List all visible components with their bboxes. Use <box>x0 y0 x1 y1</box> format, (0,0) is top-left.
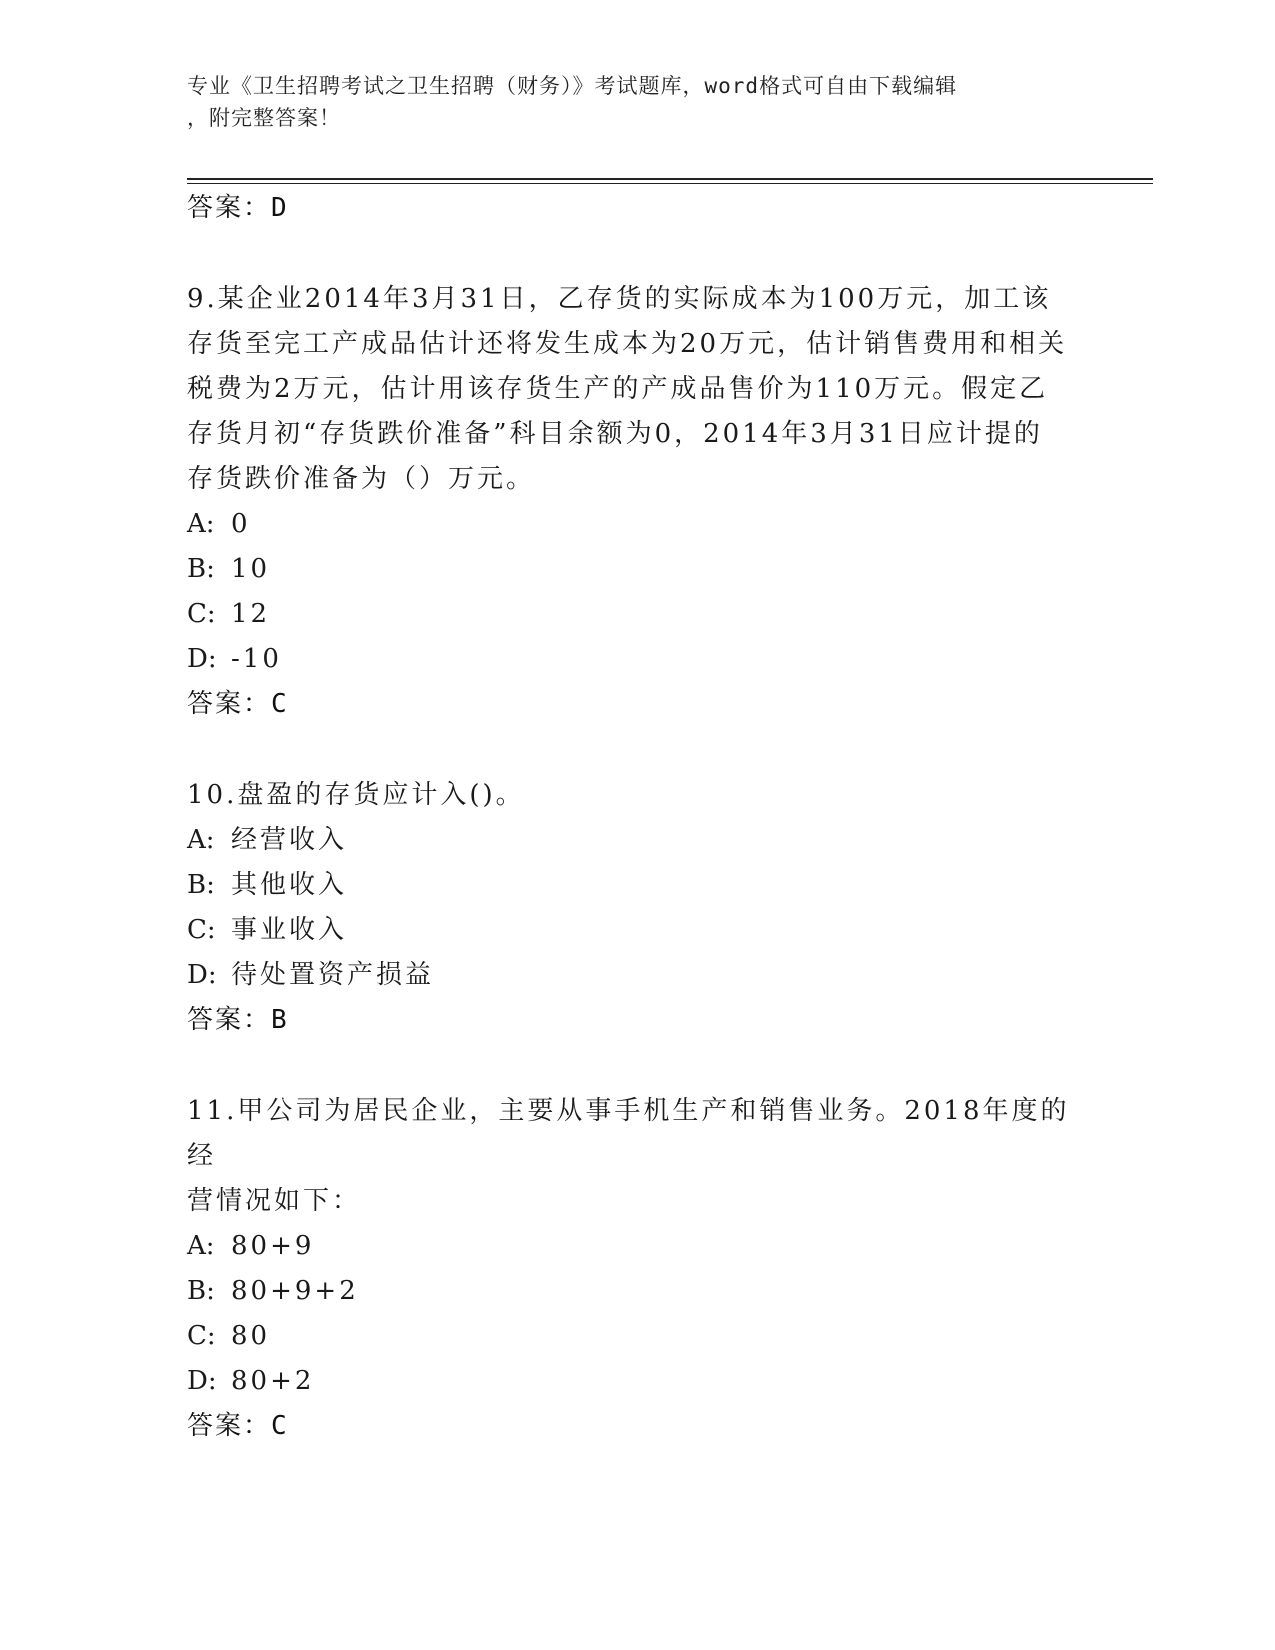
stem-line: 营情况如下： <box>187 1186 362 1216</box>
document-header <box>187 70 1067 134</box>
stem-line: 税费为2万元，估计用该存货生产的产成品售价为110万元。假定乙 <box>187 374 1049 404</box>
header-line-1: 专业《卫生招聘考试之卫生招聘（财务）》考试题库，word格式可自由下载编辑 <box>187 74 958 98</box>
option-d <box>187 1359 1087 1404</box>
option-text: 0 <box>231 509 251 539</box>
option-d <box>187 637 1087 682</box>
option-a <box>187 818 1087 863</box>
option-b <box>187 1269 1087 1314</box>
option-text: 12 <box>231 599 271 629</box>
option-a <box>187 502 1087 547</box>
option-key: D: <box>187 644 217 674</box>
option-key: A: <box>187 509 215 539</box>
option-key: B: <box>187 1276 215 1306</box>
option-b <box>187 547 1087 592</box>
stem-line: 存货至完工产成品估计还将发生成本为20万元，估计销售费用和相关 <box>187 329 1068 359</box>
option-text: 经营收入 <box>231 825 348 855</box>
option-key: C: <box>187 1321 216 1351</box>
option-text: 10 <box>231 554 271 584</box>
stem-line: 9.某企业2014年3月31日，乙存货的实际成本为100万元，加工该 <box>187 284 1052 314</box>
option-c <box>187 908 1087 953</box>
option-text: 80+9+2 <box>231 1276 359 1306</box>
option-b <box>187 863 1087 908</box>
question-11 <box>187 1089 1087 1449</box>
option-key: A: <box>187 825 215 855</box>
option-text: 80+9 <box>231 1231 315 1261</box>
option-key: A: <box>187 1231 215 1261</box>
option-key: C: <box>187 599 216 629</box>
header-divider-thin <box>187 183 1153 184</box>
option-c <box>187 1314 1087 1359</box>
question-stem <box>187 1089 1087 1224</box>
stem-line: 存货月初“存货跌价准备”科目余额为0，2014年3月31日应计提的 <box>187 419 1043 449</box>
option-text: -10 <box>231 644 282 674</box>
option-a <box>187 1224 1087 1269</box>
option-text: 80 <box>231 1321 271 1351</box>
stem-line: 11.甲公司为居民企业，主要从事手机生产和销售业务。2018年度的经 <box>187 1096 1070 1171</box>
header-line-2: ，附完整答案！ <box>187 106 341 130</box>
option-key: B: <box>187 870 215 900</box>
question-10 <box>187 773 1087 1043</box>
option-text: 待处置资产损益 <box>231 960 435 990</box>
answer-line: 答案：B <box>187 1005 289 1035</box>
answer-line: 答案：C <box>187 1411 289 1441</box>
option-key: B: <box>187 554 215 584</box>
question-9 <box>187 277 1087 727</box>
header-divider-thick <box>187 178 1153 180</box>
option-text: 其他收入 <box>231 870 348 900</box>
stem-line: 存货跌价准备为（）万元。 <box>187 464 536 494</box>
question-list <box>187 186 1087 1449</box>
option-key: D: <box>187 1366 217 1396</box>
question-stem <box>187 773 1087 818</box>
option-key: C: <box>187 915 216 945</box>
stem-line: 10.盘盈的存货应计入()。 <box>187 780 525 810</box>
option-d <box>187 953 1087 998</box>
option-c <box>187 592 1087 637</box>
answer-line: 答案：C <box>187 689 289 719</box>
answer-previous: 答案：D <box>187 193 289 223</box>
question-stem <box>187 277 1087 502</box>
option-key: D: <box>187 960 217 990</box>
option-text: 事业收入 <box>231 915 348 945</box>
option-text: 80+2 <box>231 1366 315 1396</box>
